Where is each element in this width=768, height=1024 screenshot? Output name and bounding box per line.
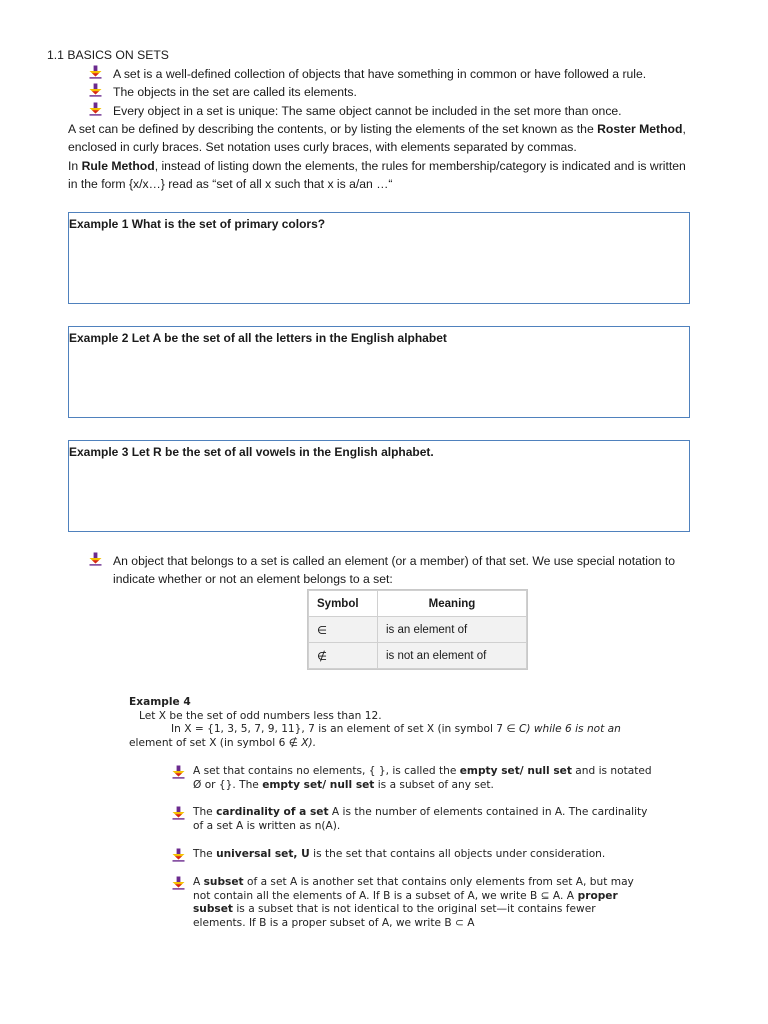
- universal-set-bullet: [172, 848, 675, 862]
- subset-line2: [193, 890, 675, 904]
- arrow-bullet-icon: [172, 876, 185, 890]
- cardinality-line2: of a set A is written as n(A).: [193, 819, 341, 832]
- example-3-box[interactable]: [68, 440, 690, 532]
- def-text: A is the number of elements contained in A. The cardinality: [328, 806, 648, 818]
- example-4-text: In X = {1, 3, 5, 7, 9, 11}, 7 is an element of set X (in symbol 7: [171, 723, 507, 735]
- symbol-table: [308, 590, 527, 669]
- def-text: of a set A is another set that contains only elements from set A, but may: [243, 876, 634, 888]
- rule-paragraph-line1: [68, 157, 686, 175]
- subset-line1: [193, 876, 675, 890]
- def-text: Ø or {}. The: [193, 778, 263, 791]
- empty-set-term: empty set/ null set: [459, 765, 572, 777]
- def-text: not contain all the elements of A. If B is a subset of A, we write B ⊆ A. A: [193, 889, 574, 902]
- arrow-bullet-icon: [89, 102, 102, 116]
- rule-method-term: Rule Method: [81, 159, 155, 173]
- def-text: and is notated: [571, 765, 652, 777]
- element-bullet-line1: An object that belongs to a set is called an element (or a member) of that set. We use special notation to: [113, 554, 676, 568]
- example-4-line3: [129, 737, 316, 751]
- symbol-cell: ∉: [309, 643, 378, 669]
- element-bullet-line2: indicate whether or not an element belongs to a set:: [113, 572, 393, 586]
- def-text: A: [193, 876, 204, 888]
- def-text: is the set that contains all objects under consideration.: [309, 848, 606, 860]
- meaning-cell: is not an element of: [378, 643, 527, 669]
- subset-line4: elements. If B is a proper subset of A, we write B ⊂ A: [193, 916, 475, 929]
- proper-term: proper: [573, 889, 618, 902]
- section-heading: 1.1 BASICS ON SETS: [47, 48, 169, 62]
- subset-term: subset: [203, 876, 244, 888]
- roster-paragraph-line2: enclosed in curly braces. Set notation uses curly braces, with elements separated by commas.: [68, 140, 577, 154]
- example-1-title: Example 1 What is the set of primary colors?: [69, 217, 326, 231]
- element-bullet: [89, 552, 675, 588]
- example-1-box[interactable]: [68, 212, 690, 304]
- symbol-cell: ∈: [309, 617, 378, 643]
- roster-method-term: Roster Method: [597, 122, 683, 136]
- arrow-bullet-icon: [172, 848, 185, 862]
- subset-line3: [193, 903, 675, 917]
- table-row: [309, 617, 527, 643]
- empty-set-term: empty set/ null set: [262, 778, 375, 791]
- subset-bullet: [172, 876, 675, 930]
- def-text: is a subset of any set.: [374, 778, 494, 791]
- universal-set-line: [193, 848, 675, 862]
- example-4-text: element of set X (in symbol 6: [129, 737, 289, 749]
- subset-term: subset: [193, 903, 233, 915]
- bullet-text: The objects in the set are called its elements.: [113, 85, 357, 99]
- arrow-bullet-icon: [89, 552, 102, 566]
- arrow-bullet-icon: [89, 83, 102, 97]
- empty-set-line1: [193, 765, 675, 779]
- arrow-bullet-icon: [89, 65, 102, 79]
- def-text: A set that contains no elements, { }, is called the: [193, 765, 460, 777]
- arrow-bullet-icon: [172, 806, 185, 820]
- bullet-item: [89, 65, 646, 83]
- meaning-cell: is an element of: [378, 617, 527, 643]
- example-4-title: Example 4: [129, 696, 191, 708]
- example-2-title: Example 2 Let A be the set of all the letters in the English alphabet: [69, 331, 447, 345]
- bullet-item: [89, 102, 622, 120]
- example-4-text: X).: [297, 737, 317, 749]
- def-text: The: [193, 848, 217, 860]
- example-2-box[interactable]: [68, 326, 690, 418]
- rule-paragraph-line2: in the form {x/x…} read as “set of all x such that x is a/an …“: [68, 177, 393, 191]
- cardinality-line1: [193, 806, 675, 820]
- empty-set-line2: [193, 779, 675, 793]
- bullet-text: A set is a well-defined collection of objects that have something in common or have followed a rule.: [113, 67, 647, 81]
- example-4-text: C) while 6 is not an: [515, 723, 621, 735]
- cardinality-bullet: [172, 806, 675, 833]
- example-4-line2: [171, 723, 621, 737]
- table-header-meaning: Meaning: [378, 591, 527, 617]
- def-text: The: [193, 806, 217, 818]
- para-text: , instead of listing down the elements, the rules for membership/category is indicated and is written: [154, 159, 686, 173]
- universal-set-term: universal set, U: [216, 848, 310, 860]
- example-3-title: Example 3 Let R be the set of all vowels in the English alphabet.: [69, 445, 434, 459]
- element-of-symbol: ∈: [506, 723, 516, 735]
- roster-paragraph-line1: [68, 120, 686, 138]
- bullet-text: Every object in a set is unique: The same object cannot be included in the set more than once.: [113, 104, 622, 118]
- table-row: [309, 643, 527, 669]
- bullet-item: [89, 83, 357, 101]
- example-4-line1: Let X be the set of odd numbers less than 12.: [139, 710, 382, 722]
- not-element-of-symbol: ∉: [288, 737, 298, 749]
- para-text: ,: [682, 122, 686, 136]
- para-text: In: [68, 159, 82, 173]
- arrow-bullet-icon: [172, 765, 185, 779]
- para-text: A set can be defined by describing the contents, or by listing the elements of the set known as the: [68, 122, 598, 136]
- table-header-symbol: Symbol: [309, 591, 378, 617]
- empty-set-bullet: [172, 765, 675, 792]
- cardinality-term: cardinality of a set: [216, 806, 329, 818]
- def-text: is a subset that is not identical to the original set—it contains fewer: [233, 903, 596, 915]
